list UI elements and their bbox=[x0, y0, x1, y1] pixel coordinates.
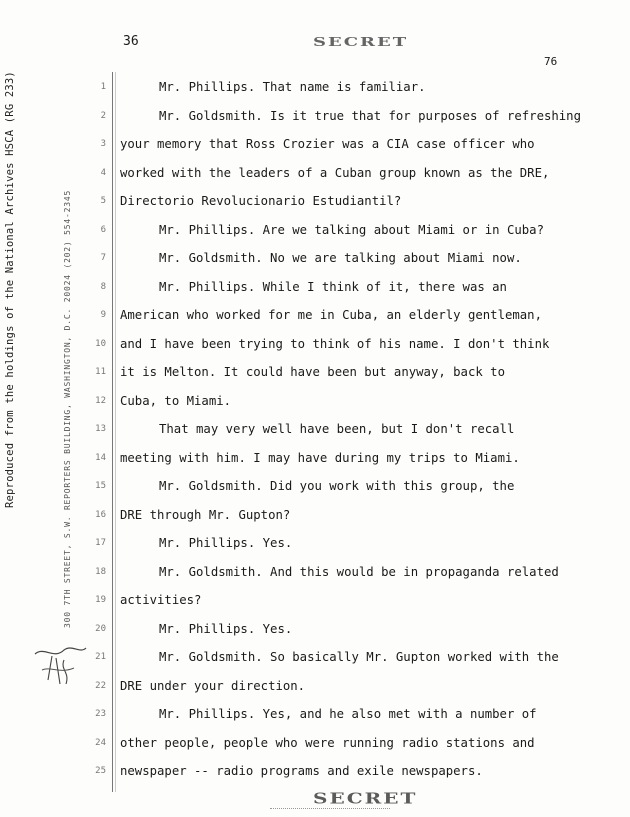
transcript-line: meeting with him. I may have during my trips to Miami. bbox=[120, 451, 520, 465]
transcript-line: activities? bbox=[120, 593, 202, 607]
line-number: 3 bbox=[100, 139, 106, 149]
document-page-number: 36 bbox=[123, 34, 139, 49]
transcript-line: DRE through Mr. Gupton? bbox=[120, 508, 291, 522]
transcript-line: DRE under your direction. bbox=[120, 679, 306, 693]
secret-stamp-top: SECRET bbox=[313, 35, 409, 50]
line-number: 1 bbox=[100, 82, 106, 92]
transcript-line: newspaper -- radio programs and exile newspapers. bbox=[120, 764, 483, 778]
transcript-line: Mr. Goldsmith. So basically Mr. Gupton worked with the bbox=[159, 650, 559, 664]
transcript-line: your memory that Ross Crozier was a CIA case officer who bbox=[120, 137, 535, 151]
reporter-firm-address: 300 7TH STREET, S.W. REPORTERS BUILDING, WASHINGTON, D.C. 20024 (202) 554-2345 bbox=[63, 189, 72, 628]
secret-stamp-bottom: SECRET bbox=[313, 789, 418, 807]
transcript-line: Mr. Goldsmith. And this would be in propaganda related bbox=[159, 565, 559, 579]
line-number: 18 bbox=[95, 567, 106, 577]
line-number: 7 bbox=[100, 253, 106, 263]
line-number: 6 bbox=[100, 225, 106, 235]
margin-rule bbox=[112, 72, 113, 792]
line-number: 16 bbox=[95, 510, 106, 520]
line-number: 22 bbox=[95, 681, 106, 691]
transcript-line: Mr. Goldsmith. Did you work with this group, the bbox=[159, 479, 515, 493]
line-number: 2 bbox=[100, 111, 106, 121]
transcript-line: worked with the leaders of a Cuban group known as the DRE, bbox=[120, 166, 550, 180]
transcript-line: Cuba, to Miami. bbox=[120, 394, 232, 408]
transcript-line: other people, people who were running radio stations and bbox=[120, 736, 535, 750]
transcript-line: Mr. Phillips. Yes. bbox=[159, 536, 293, 550]
line-number: 15 bbox=[95, 481, 106, 491]
transcript-line: Mr. Phillips. While I think of it, there was an bbox=[159, 280, 507, 294]
line-number: 24 bbox=[95, 738, 106, 748]
line-number: 25 bbox=[95, 766, 106, 776]
transcript-line: American who worked for me in Cuba, an elderly gentleman, bbox=[120, 308, 542, 322]
line-number: 21 bbox=[95, 652, 106, 662]
line-number: 17 bbox=[95, 538, 106, 548]
line-number: 14 bbox=[95, 453, 106, 463]
line-number: 12 bbox=[95, 396, 106, 406]
line-number: 23 bbox=[95, 709, 106, 719]
line-number: 10 bbox=[95, 339, 106, 349]
margin-rule-secondary bbox=[115, 72, 116, 792]
transcript-line: Mr. Phillips. That name is familiar. bbox=[159, 80, 426, 94]
line-number: 9 bbox=[100, 310, 106, 320]
transcript-line: Mr. Phillips. Yes, and he also met with a number of bbox=[159, 707, 537, 721]
transcript-line: Mr. Phillips. Are we talking about Miami or in Cuba? bbox=[159, 223, 544, 237]
line-number: 20 bbox=[95, 624, 106, 634]
line-number: 4 bbox=[100, 168, 106, 178]
transcript-page-number: 76 bbox=[544, 55, 558, 68]
transcript-line: it is Melton. It could have been but anyway, back to bbox=[120, 365, 505, 379]
transcript-line: That may very well have been, but I don't recall bbox=[159, 422, 515, 436]
transcript-line: Mr. Goldsmith. Is it true that for purposes of refreshing bbox=[159, 109, 581, 123]
archive-reproduction-note: Reproduced from the holdings of the National Archives HSCA (RG 233) bbox=[4, 71, 16, 508]
line-number: 19 bbox=[95, 595, 106, 605]
transcript-line: Mr. Goldsmith. No we are talking about Miami now. bbox=[159, 251, 522, 265]
transcript-line: Directorio Revolucionario Estudiantil? bbox=[120, 194, 402, 208]
transcript-line: and I have been trying to think of his name. I don't think bbox=[120, 337, 550, 351]
handwritten-mark-icon bbox=[30, 640, 90, 692]
line-number: 13 bbox=[95, 424, 106, 434]
line-number: 5 bbox=[100, 196, 106, 206]
line-number: 11 bbox=[95, 367, 106, 377]
footer-mark bbox=[270, 808, 390, 812]
line-number: 8 bbox=[100, 282, 106, 292]
transcript-line: Mr. Phillips. Yes. bbox=[159, 622, 293, 636]
